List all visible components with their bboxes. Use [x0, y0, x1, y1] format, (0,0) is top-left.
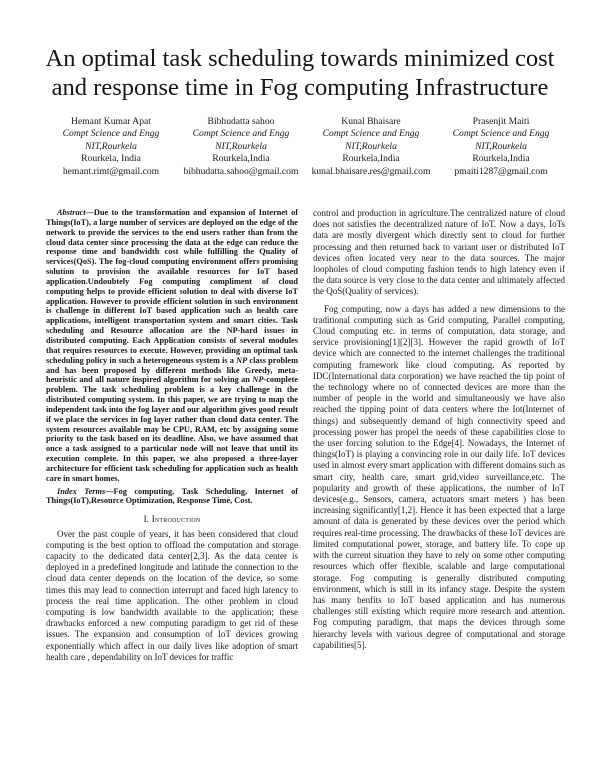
- author-city: Rourkela,India: [342, 153, 400, 165]
- intro-paragraph-1: Over the past couple of years, it has been considered that cloud computing is the best option to offload the computation and storage capacity to the dedicated data center[2,3]. As the data center is deployed in a predefined longitude and latitude the connection to the cloud data center depends on the location of the device, so some times this may lead to connection interrupt and faced high latency to process the real time application. The other problem in cloud computing is low bandwidth available to the application; these drawbacks enforced a new computing paradigm to get rid of these issues. The expansion and consumption of IoT devices growing exponentially which affect in our daily lives like adoption of smart health care , dependability on IoT devices for traffic: [46, 528, 298, 662]
- abstract-np-1: NP: [236, 355, 248, 365]
- author-1: [46, 116, 176, 178]
- author-institution: NIT,Rourkela: [215, 140, 267, 152]
- paper-title: An optimal task scheduling towards minimized cost and response time in Fog computing Infrastructure: [45, 45, 555, 101]
- abstract-np-2: NP: [252, 375, 264, 385]
- intro-paragraph-2: Fog computing, now a days has added a new dimensions to the traditional computing such as Grid computing, Parallel computing, Cloud computing etc. in terms of computation, data storage, and service provisioning[1][2][3]. However the rapid growth of IoT device which are connected to the internet challenges the traditional computing framework like cloud computing. As reported by IDC(International data corporation) we have reached the tip point of the technology where no of connected devices are more than the number of people in the world and simultaneously we have also reached the tipping point of data centers where the Iot(Internet of things) and subsequently demand of high connectivity speed and processing power has propel the needs of these capabilities close to the user forcing solution to the Edge[4]. Nowadays, the Internet of things(IoT) is playing a convincing role in our daily life. IoT devices used in almost every smart application with different domains such as smart city, health care, smart grid,video surveillance,etc. The popularity and growth of these applications, the number of IoT devices(e.g., Sensors, camera, actuators smart meters ) has been increasing significantly[1,2]. Hence it has been expected that a large amount of data is generated by these devices over the period which requires real-time processing. The drawbacks of these IoT devices are limited computational power, storage, and battery life. To cope up with the current situation they have to rely on some other computing resources which offer flexible, scalable and large computational storage. Fog computing is generally distributed computing environment, which is still in its infancy stage. Despite the system has many benfits to IoT based application and has numerous challenges still existing which require more research and attention. Fog computing paradigm, that maps the devices through some hierarchy levels with various degree of computational and storage capabilities[5].: [313, 303, 565, 650]
- author-city: Rourkela,India: [212, 153, 270, 165]
- author-city: Rourkela, India: [81, 153, 141, 165]
- author-name: Hemant Kumar Apat: [71, 116, 151, 127]
- abstract-text-3: -complete problem. The task scheduling problem is a key challenge in the distributed computing system. In this paper, we are trying to map the independent task into the fog layer and our algorithm gives good result if we place the services in fog layer rather than cloud data center. The system resources available may be CPU, RAM, etc by assigning some priority to the task based on its deadline. Also, we have assumed that once a task assigned to a particular node will not leave that until its execution complete. In this paper, we also proposed a three-layer architecture for efficient task scheduling for application such as health care in smart homes.: [46, 375, 298, 483]
- author-name: Kunal Bhaisare: [341, 116, 401, 127]
- index-terms-heading: Index Terms: [57, 486, 106, 496]
- section-title: Introduction: [151, 514, 201, 525]
- index-terms: [46, 487, 298, 507]
- author-2: [176, 116, 306, 178]
- author-department: Compt Science and Engg: [322, 128, 420, 140]
- author-email: hemant.rimt@gmail.com: [62, 165, 160, 177]
- right-column: [313, 208, 565, 651]
- author-city: Rourkela,India: [472, 153, 530, 165]
- author-email: pmaiti1287@gmail.com: [454, 165, 548, 177]
- author-3: [306, 116, 436, 178]
- author-department: Compt Science and Engg: [62, 128, 160, 140]
- abstract: [46, 208, 298, 484]
- index-terms-text: —Fog computing, Task Scheduling, Internet of Things(IoT),Resource Optimization, Response Time, Cost.: [46, 486, 298, 506]
- author-department: Compt Science and Engg: [452, 128, 550, 140]
- abstract-text-1: —Due to the transformation and expansion of Internet of Things(IoT), a large number of services are deployed on the edge of the network to provide the services to the end users rather than from the cloud data center since processing the data at the edge can reduce the response time and bandwidth cost while fulfilling the Quality of services(QoS). The fog-cloud computing environment offers promising solution to provision the available resources for IoT based application.Undoubtely Fog computing compliment of cloud computing helps to provide efficient solution to deal with diverse IoT application. However to provide efficient solution in such environment is challenge in different IoT based application such as health care applications, intelligent transportation system and smart cities. Task scheduling and Resource allocation are the NP-hard issues in distributed computing. Each Application consists of several modules that requires resources to execute. However, providing an optimal task scheduling policy in such a heterogeneous system is a: [46, 208, 298, 365]
- left-column: [46, 208, 298, 663]
- author-email: bibhudatta.sahoo@gmail.com: [183, 165, 299, 177]
- section-numeral: I.: [143, 514, 150, 525]
- section-heading-introduction: [46, 514, 298, 525]
- author-institution: NIT,Rourkela: [85, 140, 137, 152]
- author-institution: NIT,Rourkela: [345, 140, 397, 152]
- author-institution: NIT,Rourkela: [475, 140, 527, 152]
- author-name: Bibhudatta sahoo: [207, 116, 275, 127]
- author-4: [436, 116, 566, 178]
- author-block: [46, 116, 566, 178]
- abstract-text-2: class problem and has been proposed by different methods like Greedy, meta-heuristic and all nature inspired algorithm for solving an: [46, 355, 298, 385]
- abstract-heading: Abstract: [57, 208, 86, 217]
- author-email: kunal.bhaisare.res@gmail.com: [311, 165, 431, 177]
- author-name: Prasenjit Maiti: [472, 116, 530, 127]
- author-department: Compt Science and Engg: [192, 128, 290, 140]
- intro-paragraph-continued: control and production in agriculture.The centralized nature of cloud does not satisfies the decentralized nature of IoT. Now a days, IoTs data are mostly divergent which directly sent to cloud for further processing and then returned back to variant user or distributed IoT devices often located very near to the data sources. The major loopholes of cloud computing fashion tends to high latency even if the data source is very close to the data center and ultimately affected the QoS(Quality of services).: [313, 208, 565, 297]
